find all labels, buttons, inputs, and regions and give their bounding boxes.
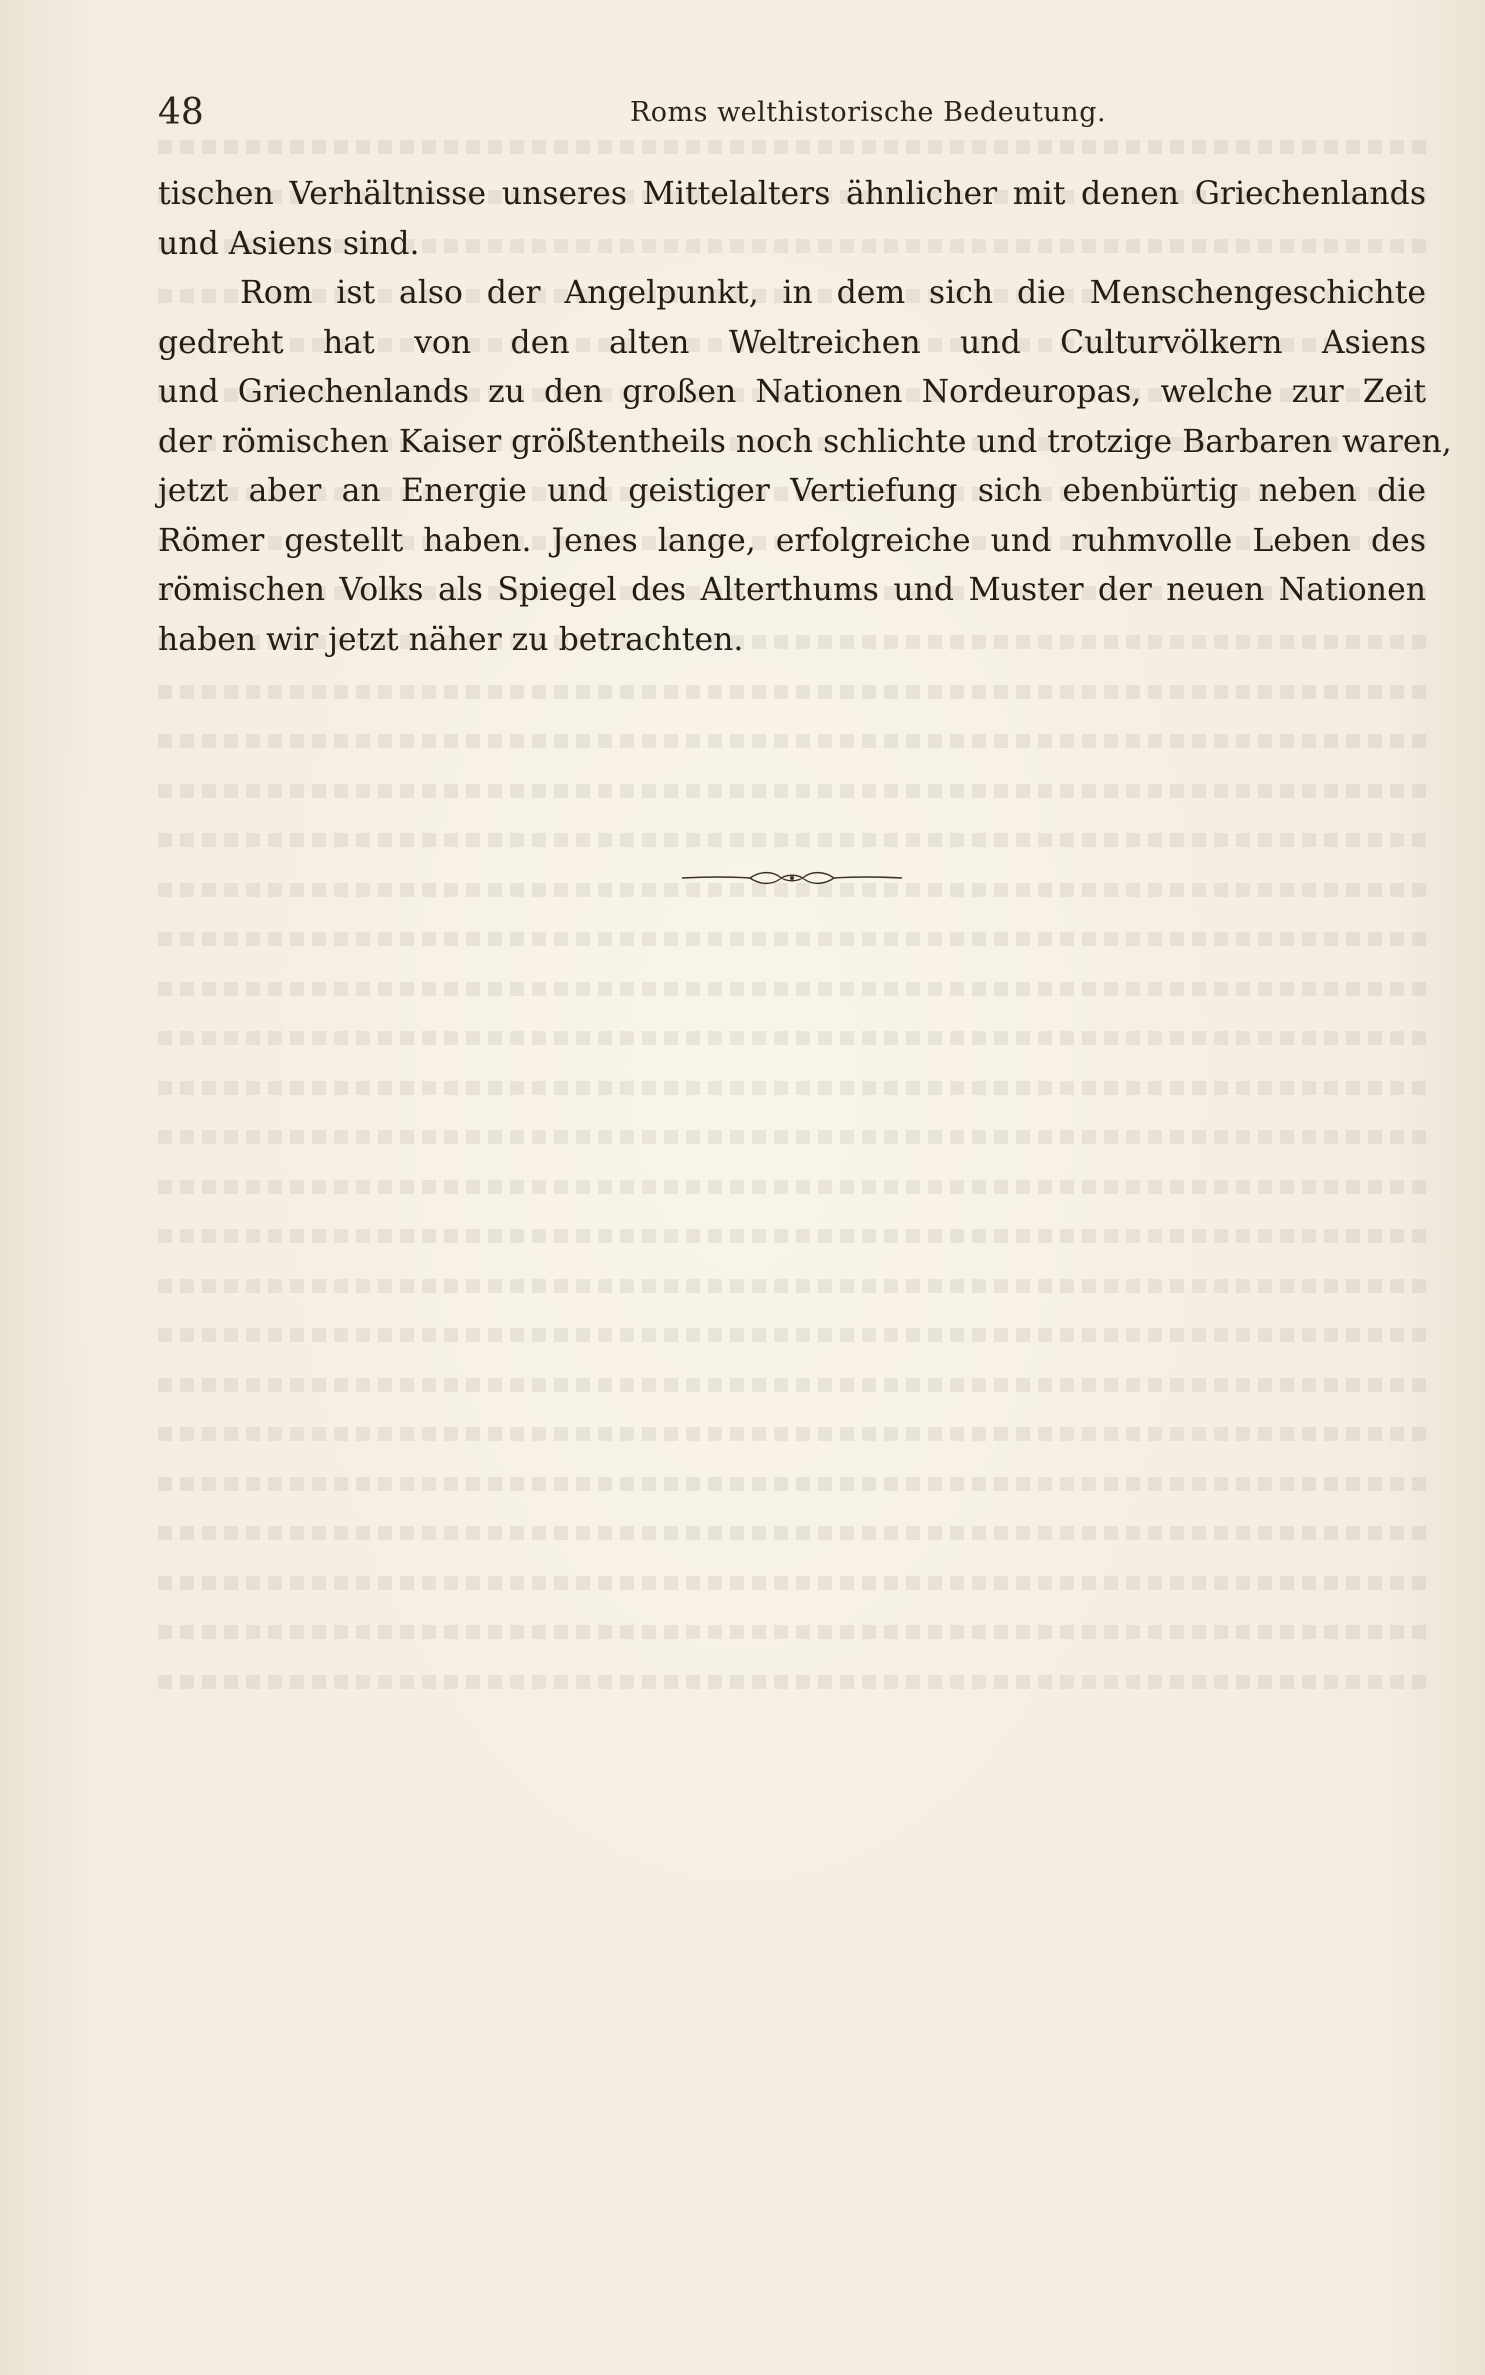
text-line: römischen Volks als Spiegel des Alterthums und Muster der neuen Nationen xyxy=(158,572,1426,608)
text-line: Römer gestellt haben. Jenes lange, erfolgreiche und ruhmvolle Leben des xyxy=(158,522,1426,559)
running-head: Roms welthistorische Bedeutung. xyxy=(629,97,1107,128)
text-line: und Asiens sind. xyxy=(158,225,420,262)
text-line: haben wir jetzt näher zu betrachten. xyxy=(158,621,744,658)
text-line: der römischen Kaiser größtentheils noch schlichte und trotzige Barbaren waren, xyxy=(158,423,1452,460)
decorative-rule-icon xyxy=(680,868,904,888)
body-text xyxy=(158,170,1452,665)
text-line: jetzt aber an Energie und geistiger Vertiefung sich ebenbürtig neben die xyxy=(158,473,1426,509)
text-line: tischen Verhältnisse unseres Mittelalters ähnlicher mit denen Griechenlands xyxy=(158,176,1426,212)
page-header xyxy=(158,88,1426,138)
page-number: 48 xyxy=(158,92,204,133)
text-line: Rom ist also der Angelpunkt, in dem sich die Menschengeschichte xyxy=(240,275,1426,311)
text-line: und Griechenlands zu den großen Nationen Nordeuropas, welche zur Zeit xyxy=(158,374,1426,410)
text-line: gedreht hat von den alten Weltreichen und Culturvölkern Asiens xyxy=(158,324,1426,361)
